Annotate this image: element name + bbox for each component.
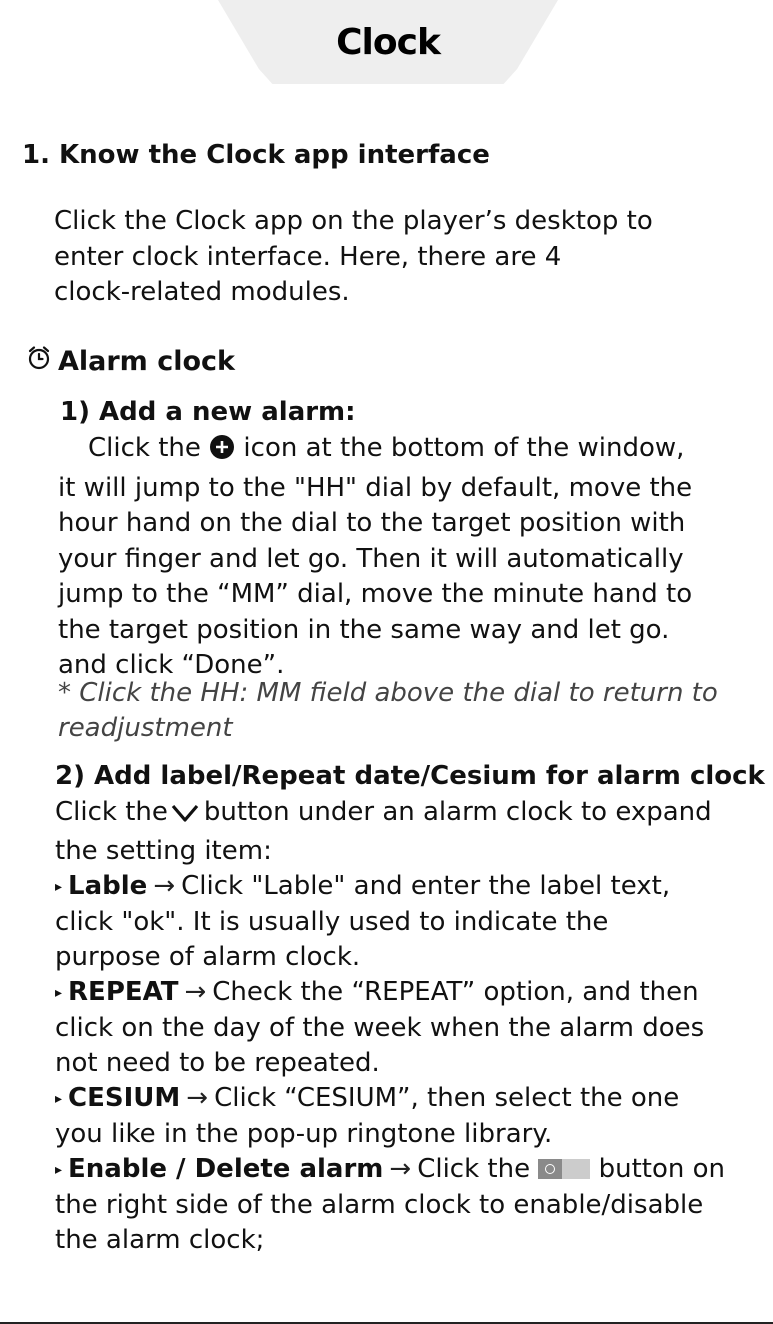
enable-item	[55, 1152, 765, 1188]
step2-intro-post: button under an alarm clock to expand	[203, 797, 712, 827]
bullet-icon: ▸	[55, 879, 63, 895]
section-title: 1. Know the Clock app interface	[22, 140, 490, 170]
step1-line: and click “Done”.	[58, 650, 285, 680]
alarm-heading-label: Alarm clock	[58, 346, 235, 377]
step1-line: it will jump to the "HH" dial by default, move the	[58, 472, 693, 503]
step2-title: 2) Add label/Repeat date/Cesium for alarm clock	[55, 761, 765, 791]
note-line: * Click the HH: MM field above the dial to return to	[58, 678, 718, 708]
enable-item-line: the alarm clock;	[55, 1225, 265, 1255]
bullet-icon: ▸	[55, 1162, 63, 1178]
section-intro	[54, 204, 754, 311]
label-item-text: Click "Lable" and enter the label text,	[181, 871, 671, 901]
intro-line: clock-related modules.	[54, 277, 350, 307]
step2-intro-line: the setting item:	[55, 836, 272, 866]
bullet-icon: ▸	[55, 985, 63, 1001]
arrow-icon: →	[389, 1154, 412, 1184]
intro-line: enter clock interface. Here, there are 4	[54, 241, 562, 272]
repeat-item-line: not need to be repeated.	[55, 1048, 380, 1078]
plus-circle-icon	[209, 434, 235, 471]
alarm-heading	[26, 345, 235, 378]
step1-first-line	[58, 431, 758, 471]
label-item-line: purpose of alarm clock.	[55, 942, 361, 972]
label-item	[55, 869, 765, 905]
enable-item-name: Enable / Delete alarm	[68, 1154, 384, 1184]
step1-line: jump to the “MM” dial, move the minute hand to	[58, 579, 693, 609]
bullet-icon: ▸	[55, 1091, 63, 1107]
toggle-switch-icon	[538, 1159, 590, 1179]
step2-intro	[55, 795, 765, 834]
enable-item-line: the right side of the alarm clock to enable/disable	[55, 1190, 704, 1220]
intro-line: Click the Clock app on the player’s desktop to	[54, 206, 653, 236]
page-title: Clock	[336, 22, 440, 63]
arrow-icon: →	[186, 1083, 209, 1113]
cesium-item-text: Click “CESIUM”, then select the one	[214, 1083, 680, 1113]
label-item-name: Lable	[68, 871, 148, 901]
step1-line: your finger and let go. Then it will automatically	[58, 543, 684, 574]
step1-line: the target position in the same way and let go.	[58, 614, 670, 645]
alarm-clock-icon	[26, 345, 52, 378]
arrow-icon: →	[153, 871, 176, 901]
step1-body	[58, 431, 758, 684]
step1-note	[58, 676, 748, 746]
step1-line: hour hand on the dial to the target position with	[58, 508, 686, 538]
step1-first-pre: Click the	[88, 433, 201, 463]
repeat-item-name: REPEAT	[68, 977, 179, 1007]
enable-item-text-post: button on	[598, 1154, 726, 1184]
enable-item-text-pre: Click the	[417, 1154, 531, 1184]
repeat-item	[55, 975, 765, 1011]
cesium-item-line: you like in the pop-up ringtone library.	[55, 1119, 553, 1149]
label-item-line: click "ok". It is usually used to indicate the	[55, 907, 609, 937]
repeat-item-line: click on the day of the week when the alarm does	[55, 1013, 705, 1043]
step1-title: 1) Add a new alarm:	[60, 397, 356, 427]
step2-body	[55, 795, 765, 1258]
cesium-item-name: CESIUM	[68, 1083, 181, 1113]
repeat-item-text: Check the “REPEAT” option, and then	[212, 977, 699, 1007]
arrow-icon: →	[184, 977, 207, 1007]
note-line: readjustment	[58, 713, 233, 743]
cesium-item	[55, 1081, 765, 1117]
chevron-down-icon	[170, 799, 200, 834]
step2-intro-pre: Click the	[55, 797, 168, 827]
step1-first-post: icon at the bottom of the window,	[243, 433, 685, 463]
